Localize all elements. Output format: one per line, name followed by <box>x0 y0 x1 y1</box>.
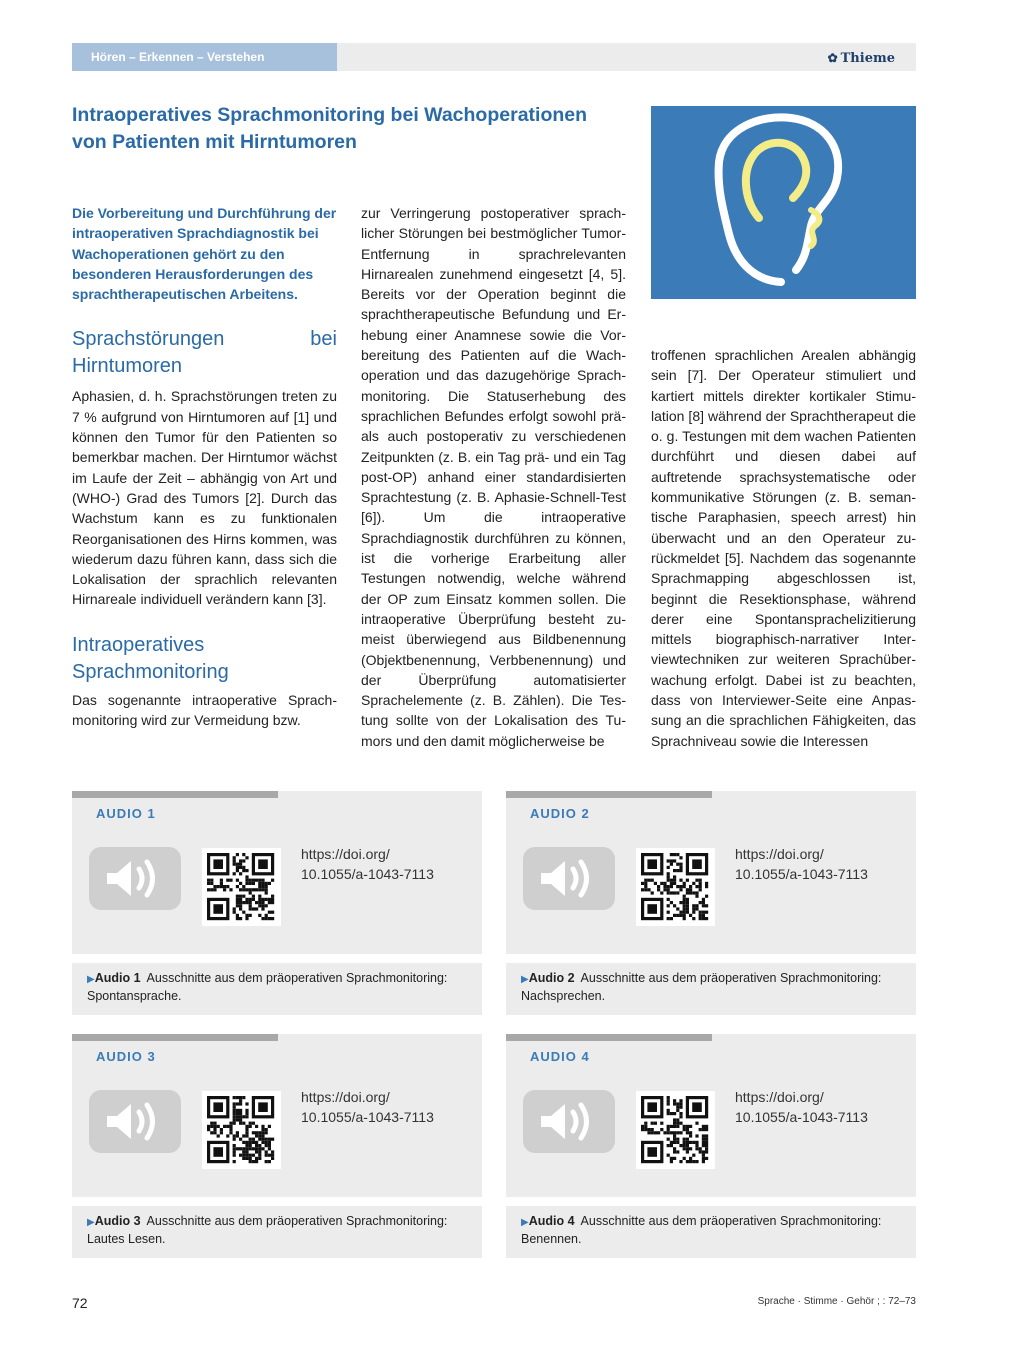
doi-line-2: 10.1055/a-1043-7113 <box>301 1109 434 1125</box>
triangle-icon: ▶ <box>87 1217 95 1228</box>
doi-line-2: 10.1055/a-1043-7113 <box>735 1109 868 1125</box>
caption-text: Ausschnitte aus dem präoperativen Sprachmonitoring: Spontansprache. <box>87 971 448 1003</box>
running-header <box>72 43 916 71</box>
play-audio-button[interactable] <box>523 847 615 910</box>
qr-code[interactable] <box>636 848 715 926</box>
text-column-1 <box>72 203 337 730</box>
page-number: 72 <box>72 1295 88 1311</box>
triangle-icon: ▶ <box>521 1217 529 1228</box>
publisher-logo <box>828 43 895 71</box>
doi-link[interactable] <box>735 1087 868 1127</box>
caption-title: Audio 3 <box>94 1214 141 1228</box>
qr-code[interactable] <box>202 1091 281 1169</box>
caption-text: Ausschnitte aus dem präoperativen Sprachmonitoring: Benennen. <box>521 1214 882 1246</box>
audio-box-bar <box>506 1034 712 1041</box>
caption-title: Audio 1 <box>94 971 141 985</box>
audio-box <box>72 1034 482 1197</box>
section-heading-2: Intraoperatives Sprachmonitoring <box>72 633 229 683</box>
doi-line-1: https://doi.org/ <box>735 846 824 862</box>
doi-line-1: https://doi.org/ <box>735 1089 824 1105</box>
speaker-icon <box>89 847 181 910</box>
audio-caption <box>72 1204 482 1258</box>
speaker-icon <box>523 1090 615 1153</box>
journal-reference: Sprache · Stimme · Gehör ; : 72–73 <box>757 1296 916 1307</box>
audio-caption <box>506 961 916 1015</box>
audio-label: AUDIO 1 <box>96 806 156 821</box>
text-column-3 <box>651 345 916 751</box>
paragraph-2-end: troffenen sprachlichen Arealen abhängig sein [7]. Der Operateur stimuliert und kartiert mittels direkter kortikaler Stimulation [8] während der Sprachtherapeut die o. g. Testungen mit dem wachen Patienten durchführt und diesen dabei auf auftretende sprachsystematische oder kommunikative Störungen (z. B. semantische Paraphasien, speech arrest) hin überwacht und an den Operateur zurückmeldet [5]. Nachdem das sogenannte Sprachmapping abgeschlossen ist, beginnt die Resektionsphase, während derer eine Spontansprachelizitierung mittels biographisch-narrativer Interviewtechniken zur weiteren Sprachüberwachung erfolgt. Dabei ist zu beachten, dass von Interviewer-Seite eine Anpassung an die sprachlichen Fähigkeiten, das Sprachniveau sowie die Interessen <box>651 347 916 749</box>
doi-line-2: 10.1055/a-1043-7113 <box>301 866 434 882</box>
qr-code[interactable] <box>636 1091 715 1169</box>
audio-box-bar <box>72 791 278 798</box>
text-column-2 <box>361 203 626 751</box>
triangle-icon: ▶ <box>521 974 529 985</box>
doi-link[interactable] <box>301 844 434 884</box>
audio-caption <box>72 961 482 1015</box>
play-audio-button[interactable] <box>89 1090 181 1153</box>
doi-line-2: 10.1055/a-1043-7113 <box>735 866 868 882</box>
triangle-icon: ▶ <box>87 974 95 985</box>
audio-box <box>72 791 482 954</box>
qr-code[interactable] <box>202 848 281 926</box>
doi-line-1: https://doi.org/ <box>301 1089 390 1105</box>
audio-box <box>506 1034 916 1197</box>
audio-label: AUDIO 2 <box>530 806 590 821</box>
caption-title: Audio 2 <box>528 971 575 985</box>
caption-text: Ausschnitte aus dem präoperativen Sprachmonitoring: Nachsprechen. <box>521 971 882 1003</box>
doi-line-1: https://doi.org/ <box>301 846 390 862</box>
section-tag: Hören – Erkennen – Verstehen <box>72 43 337 71</box>
play-audio-button[interactable] <box>89 847 181 910</box>
publisher-name: Thieme <box>840 51 895 66</box>
audio-box <box>506 791 916 954</box>
caption-title: Audio 4 <box>528 1214 575 1228</box>
play-audio-button[interactable] <box>523 1090 615 1153</box>
article-lead: Die Vorbereitung und Durchführung der intraoperativen Sprachdiagnostik bei Wachoperationen gehört zu den besonderen Herausforderungen des sprachtherapeutischen Arbeitens. <box>72 205 337 303</box>
audio-box-bar <box>506 791 712 798</box>
paragraph-1: Aphasien, d. h. Sprachstörungen treten zu 7 % aufgrund von Hirntumoren auf [1] und können den Tumor für den Patienten so bemerkbar machen. Der Hirntumor wächst im Laufe der Zeit – abhängig von Art und (WHO-) Grad des Tumors [2]. Durch das Wachstum kann es zu funktionalen Reorganisationen des Hirns kommen, was wiederum dazu führen kann, dass sich die Lokalisation der sprachlich relevanten Hirnareale individuell verändern kann [3]. <box>72 388 337 608</box>
section-heading-1: Sprachstörungen bei Hirntumoren <box>72 328 337 378</box>
audio-label: AUDIO 3 <box>96 1049 156 1064</box>
paragraph-2-middle: zur Verringerung postoperativer sprachlicher Störungen bei bestmöglicher Tumor-Entfernung in sprachrelevanten Hirnarealen zunehmend eingesetzt [4, 5]. Bereits vor der Operation beginnt die sprachtherapeutische Befundung und Erhebung einer Anamnese sowie die Vorbereitung des Patienten auf die Wachoperation und das dazugehörige Sprachmonitoring. Die Statuserhebung des sprachlichen Befundes erfolgt sowohl prä- als auch postoperativ zu verschiedenen Zeitpunkten (z. B. ein Tag prä- und ein Tag post-OP) anhand einer standardisierten Sprachtestung (z. B. Aphasie-Schnell-Test [6]). Um die intraoperative Sprachdiagnostik durchführen zu können, ist die vorherige Erarbeitung aller Testungen notwendig, welche während der OP zum Einsatz kommen sollen. Die intraoperative Überprüfung besteht zumeist überwiegend aus Bildbenennung (Objektbenennung, Verbbenennung) und der Überprüfung automatisierter Sprachelemente (z. B. Zählen). Die Testung sollte von der Lokalisation des Tumors und den damit möglicherweise be <box>361 205 626 749</box>
thieme-logo-icon: ✿ <box>827 51 838 65</box>
ear-figure <box>651 106 916 299</box>
audio-label: AUDIO 4 <box>530 1049 590 1064</box>
doi-link[interactable] <box>301 1087 434 1127</box>
audio-caption <box>506 1204 916 1258</box>
paragraph-2-start: Das sogenannte intraoperative Sprachmonitoring wird zur Vermeidung bzw. <box>72 691 337 729</box>
ear-icon <box>651 106 916 299</box>
article-title: Intraoperatives Sprachmonitoring bei Wachoperationen von Patienten mit Hirntumoren <box>72 104 588 153</box>
caption-text: Ausschnitte aus dem präoperativen Sprachmonitoring: Lautes Lesen. <box>87 1214 448 1246</box>
speaker-icon <box>523 847 615 910</box>
speaker-icon <box>89 1090 181 1153</box>
audio-box-bar <box>72 1034 278 1041</box>
doi-link[interactable] <box>735 844 868 884</box>
